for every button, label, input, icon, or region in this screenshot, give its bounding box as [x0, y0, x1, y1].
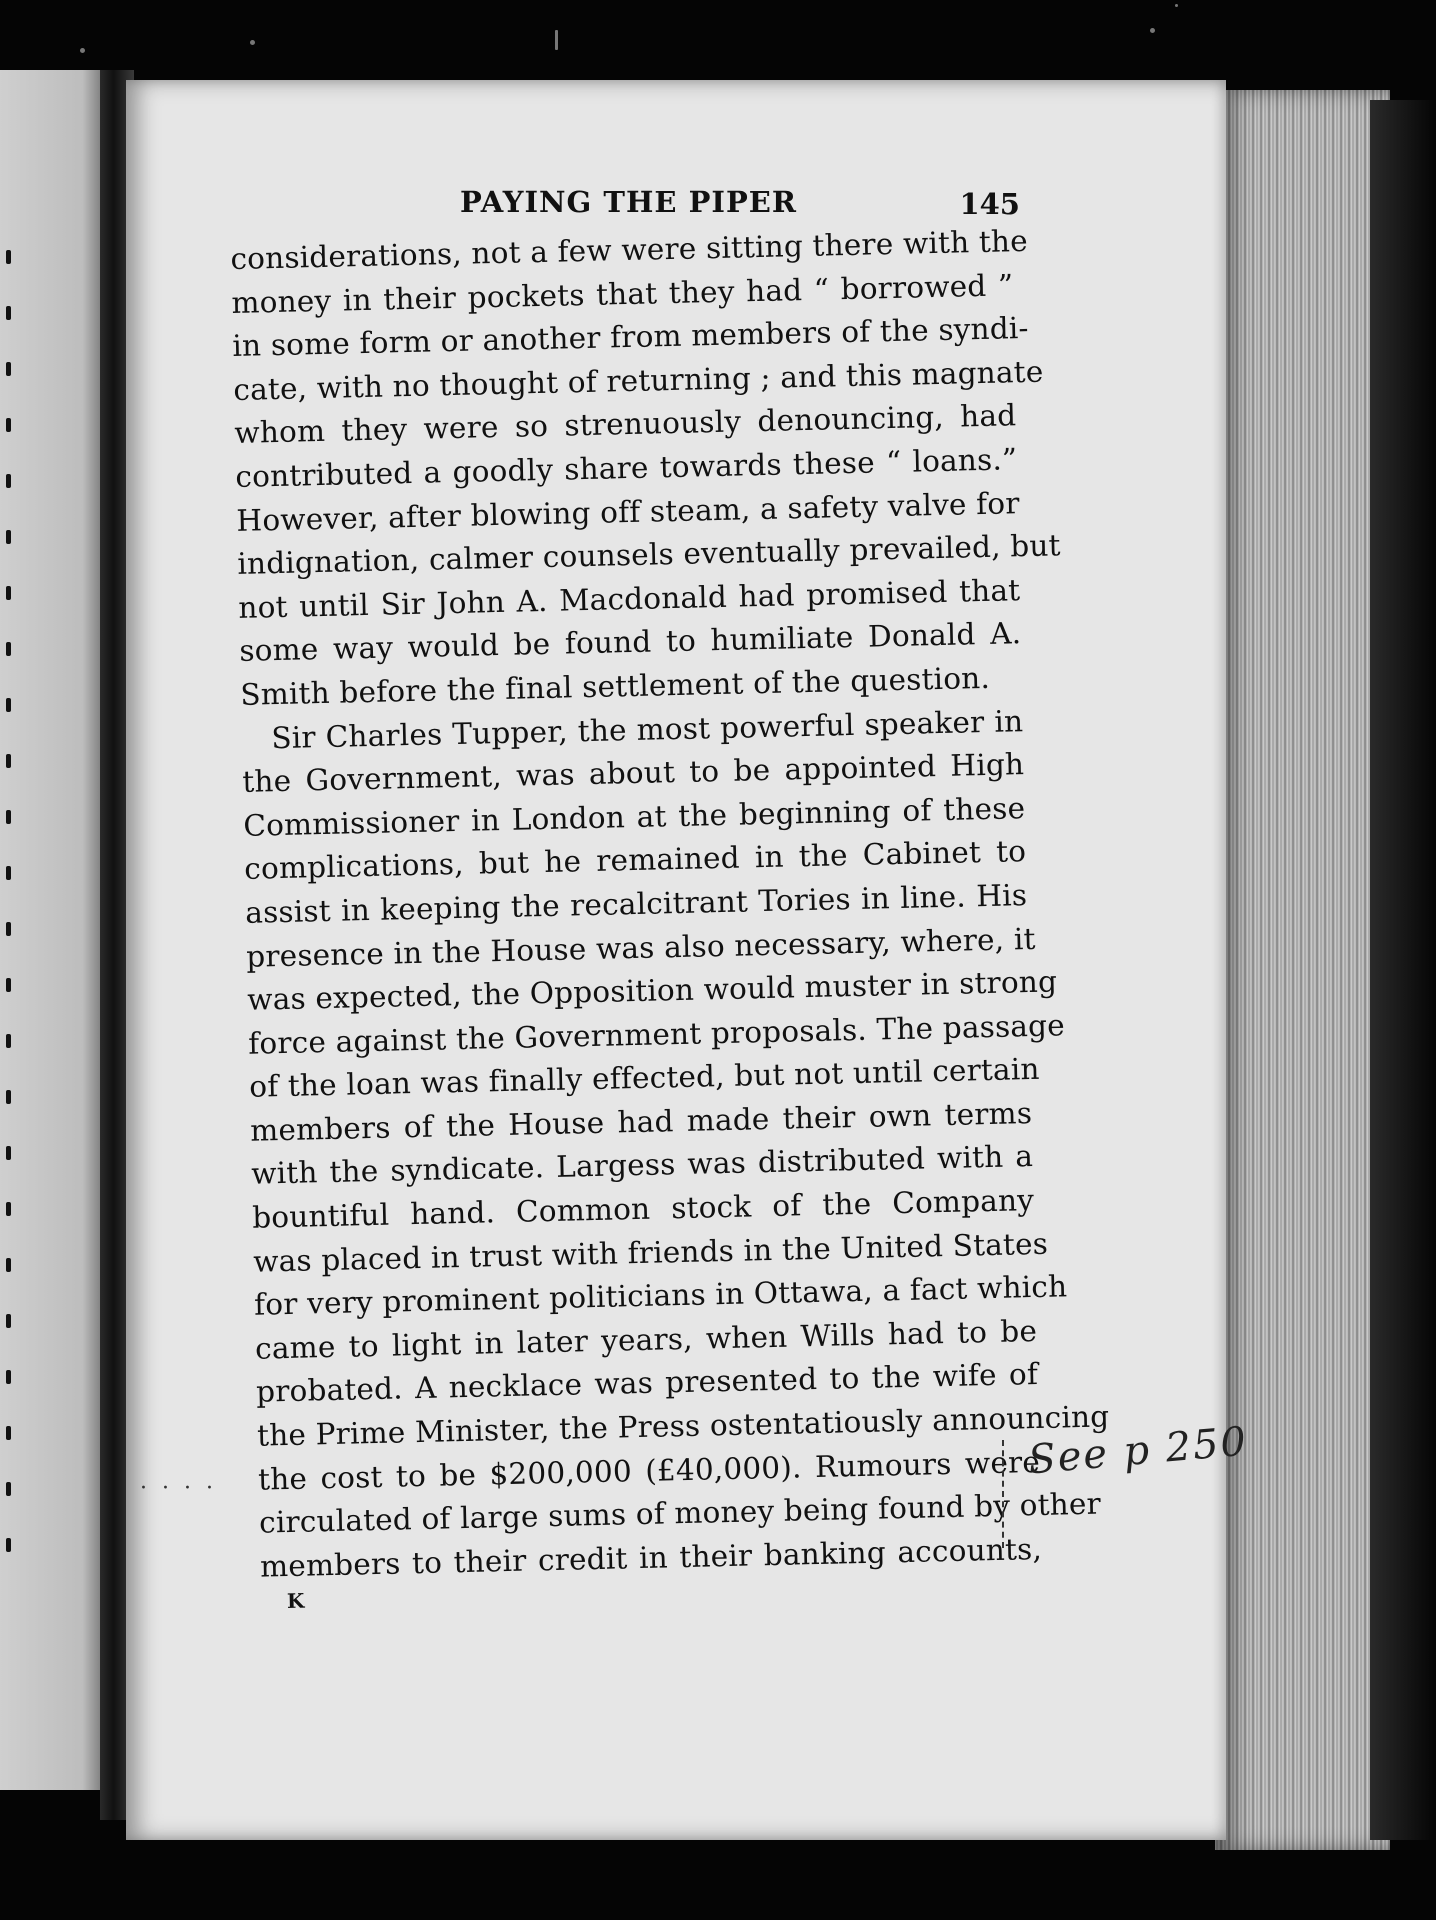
text-line: members to their credit in their banking accounts, [259, 1531, 1043, 1584]
text-line: the Prime Minister, the Press ostentatiously announcing [256, 1399, 1110, 1453]
paragraph-first-line: Sir Charles Tupper, the most powerful speaker in [270, 703, 1024, 755]
handwritten-margin-note: See p 250 [1026, 1418, 1250, 1484]
facing-page-text-fragments [6, 250, 18, 1650]
page-block-edges [1215, 90, 1390, 1850]
signature-mark: K [286, 1588, 305, 1614]
running-head: PAYING THE PIPER [460, 185, 797, 219]
body-text [230, 220, 1110, 1614]
text-line: considerations, not a few were sitting there with the [230, 223, 1029, 276]
text-line: in some form or another from members of the syndi- [232, 311, 1029, 364]
text-line: some way would be found to humiliate Donald A. [238, 616, 1022, 669]
text-line: the cost to be $200,000 (£40,000). Rumours were [257, 1444, 1041, 1497]
text-line: contributed a goodly share towards these “ loans.” [235, 442, 1018, 494]
text-line: probated. A necklace was presented to the wife of [255, 1357, 1039, 1410]
text-line: was expected, the Opposition would muster in strong [246, 964, 1058, 1017]
text-line: cate, with no thought of returning ; and this magnate [233, 354, 1044, 407]
scan-top-border [0, 0, 1436, 70]
margin-pointer-dots: · · · · [140, 1476, 217, 1501]
text-line: not until Sir John A. Macdonald had promised that [238, 572, 1021, 625]
text-line: force against the Government proposals. The passage [247, 1007, 1066, 1061]
text-line: money in their pockets that they had “ borrowed ” [231, 267, 1014, 320]
text-line: the Government, was about to be appointed High [241, 747, 1025, 799]
text-line: Commissioner in London at the beginning of these [242, 790, 1026, 843]
page-number: 145 [959, 187, 1020, 221]
text-line: However, after blowing off steam, a safety valve for [236, 485, 1020, 538]
text-line: of the loan was finally effected, but not until certain [248, 1052, 1040, 1105]
text-line: assist in keeping the recalcitrant Tories in line. His [244, 877, 1028, 930]
text-line: circulated of large sums of money being found by other [258, 1486, 1102, 1540]
text-line: was placed in trust with friends in the United States [252, 1226, 1049, 1279]
text-line: indignation, calmer counsels eventually prevailed, but [237, 528, 1062, 582]
text-line: bountiful hand. Common stock of the Company [251, 1183, 1035, 1235]
book-cover-shadow [1370, 100, 1436, 1840]
text-line: presence in the House was also necessary, where, it [245, 921, 1036, 974]
text-line: Smith before the final settlement of the question. [239, 660, 991, 712]
text-line: complications, but he remained in the Cabinet to [243, 834, 1027, 887]
text-line: members of the House had made their own terms [249, 1095, 1033, 1148]
text-line: with the syndicate. Largess was distributed with a [250, 1139, 1034, 1192]
margin-bracket [1002, 1440, 1008, 1548]
text-line: came to light in later years, when Wills had to be [254, 1313, 1038, 1366]
text-line: whom they were so strenuously denouncing, had [234, 398, 1017, 451]
text-line: for very prominent politicians in Ottawa, a fact which [253, 1269, 1068, 1322]
